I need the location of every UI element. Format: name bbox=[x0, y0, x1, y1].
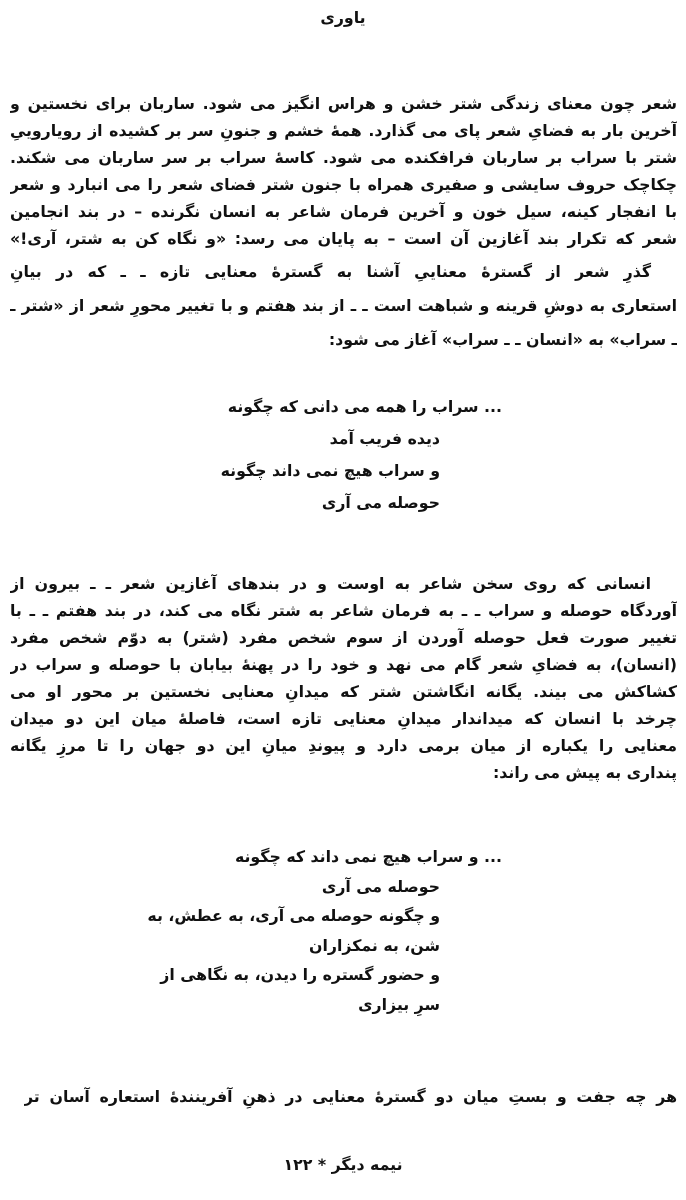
text-line: تغییر صورت فعل حوصله آوردن از سوم شخص مفرد (شتر) به دوّم شخص مفرد bbox=[10, 628, 677, 647]
page-footer bbox=[0, 1151, 686, 1179]
page-number: ۱۲۲ bbox=[283, 1155, 313, 1174]
poem-excerpt bbox=[10, 842, 502, 1020]
text-line: آوردگاه حوصله و سراب ـ ـ به فرمان شاعر به شتر نگاه می کند، در بند هفتم ـ ـ با bbox=[10, 601, 677, 620]
text-line: هر چه جفت و بستِ میان دو گسترهٔ معنایی در ذهنِ آفرینندهٔ استعاره آسان تر bbox=[24, 1087, 677, 1106]
text-line: معنایی را یکباره از میان برمی دارد و پیوندِ میانِ این دو جهان را تا مرزِ یگانه bbox=[10, 736, 677, 755]
text-line: (انسان)، به فضایِ شعر گام می نهد و خود را در پهنهٔ بیابان با حوصله و سراب در bbox=[10, 655, 677, 674]
poem-line: ... و سراب هیچ نمی داند که چگونه bbox=[234, 847, 502, 866]
poem-excerpt bbox=[10, 391, 502, 519]
book-title: نیمه دیگر bbox=[331, 1155, 403, 1174]
poem-line: دیده فریب آمد bbox=[329, 429, 440, 448]
text-line: پنداری به پیش می راند: bbox=[493, 763, 677, 782]
poem-line: حوصله می آری bbox=[321, 493, 440, 512]
poem-line: حوصله می آری bbox=[321, 876, 440, 896]
footer-separator: * bbox=[317, 1155, 327, 1174]
paragraph bbox=[10, 90, 677, 252]
paragraph bbox=[10, 255, 677, 357]
paragraph bbox=[10, 570, 677, 786]
poem-line: و چگونه حوصله می آری، به عطش، به bbox=[147, 906, 440, 926]
text-line: گذرِ شعر از گسترهٔ معناییِ آشنا به گسترهٔ معنایی تازه ـ ـ که در بیانِ bbox=[10, 262, 651, 281]
poem-line: سرِ بیزاری bbox=[358, 994, 440, 1014]
poem-line: و سراب هیچ نمی داند چگونه bbox=[220, 461, 440, 480]
text-line: کشاکش می بیند. یگانه انگاشتن شتر که میدانِ معنایی نخستین بر محور او می bbox=[10, 682, 677, 701]
text-line: آخرین بار به فضایِ شعر پای می گذارد. همهٔ خشم و جنونِ سر بر کشیده از رویاروییِ bbox=[10, 121, 677, 140]
text-line: ـ سراب» به «انسان ـ ـ سراب» آغاز می شود: bbox=[328, 330, 677, 349]
running-head: یاوری bbox=[320, 8, 366, 27]
paragraph bbox=[24, 1083, 677, 1111]
text-line: شعر که تکرار بند آغازین آن است – به پایان می رسد: «و نگاه کن به شتر، آری!» bbox=[10, 229, 677, 248]
text-line: شعر چون معنای زندگی شتر خشن و هراس انگیز می شود. ساربان برای نخستین و bbox=[10, 94, 677, 113]
poem-line: و حضور گستره را دیدن، به نگاهی از bbox=[160, 965, 440, 985]
text-line: شتر با سراب بر ساربان فرافکنده می شود. کاسهٔ سراب بر سر ساربان می شکند. bbox=[10, 148, 677, 167]
text-line: با انفجار کینه، سیل خون و آخرین فرمان شاعر به انسان نگرنده – در بند انجامین bbox=[10, 202, 677, 221]
poem-line: ... سراب را همه می دانی که چگونه bbox=[227, 397, 502, 416]
text-line: چرخد با انسان که میداندار میدانِ معنایی تازه است، فاصلهٔ میان این دو میدان bbox=[10, 709, 677, 728]
text-line: استعاری به دوشِ قرینه و شباهت است ـ ـ از بند هفتم و با تغییر محورِ شعر از «شتر ـ bbox=[10, 296, 677, 315]
poem-line: شن، به نمکزاران bbox=[309, 935, 440, 955]
text-line: انسانی که روی سخن شاعر به اوست و در بندهای آغازین شعر ـ ـ بیرون از bbox=[10, 574, 651, 593]
text-line: چکاچک حروف سایشی و صفیری همراه با جنون شتر فضای شعر را می انبارد و شعر bbox=[10, 175, 677, 194]
